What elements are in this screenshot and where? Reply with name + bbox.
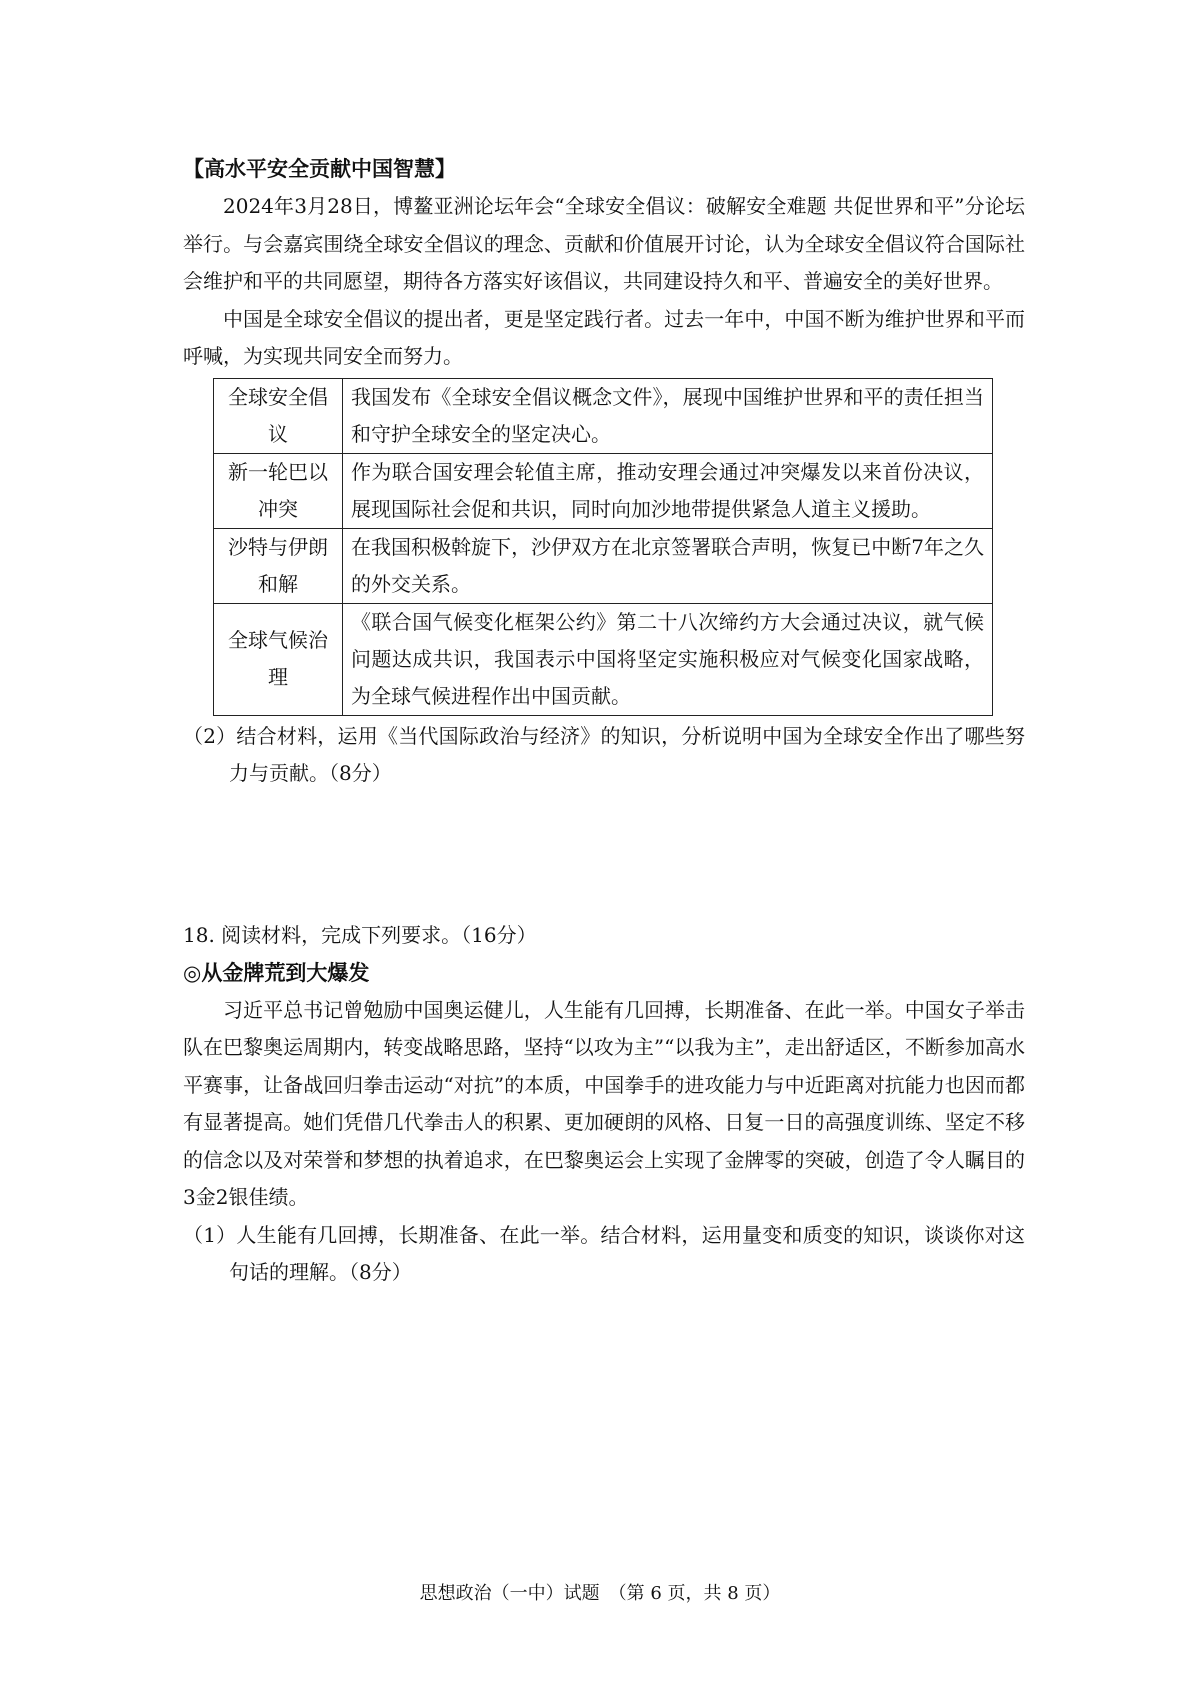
contribution-table: [213, 378, 993, 716]
question-18-1: （1）人生能有几回搏，长期准备、在此一举。结合材料，运用量变和质变的知识，谈谈你对这句话的理解。（8分）: [183, 1222, 1025, 1284]
material-paragraph-2: 中国是全球安全倡议的提出者，更是坚定践行者。过去一年中，中国不断为维护世界和平而呼喊，为实现共同安全而努力。: [183, 306, 1025, 368]
page-content: [183, 150, 1025, 1292]
table-desc-cell: 在我国积极斡旋下，沙伊双方在北京签署联合声明，恢复已中断7年之久的外交关系。: [343, 528, 993, 603]
table-row: [214, 603, 993, 715]
answer-space: [183, 793, 1025, 916]
question-17-2: （2）结合材料，运用《当代国际政治与经济》的知识，分析说明中国为全球安全作出了哪些努力与贡献。（8分）: [183, 723, 1025, 785]
table-desc-cell: 我国发布《全球安全倡议概念文件》，展现中国维护世界和平的责任担当和守护全球安全的坚定决心。: [343, 378, 993, 453]
page-footer: 思想政治（一中）试题 （第 6 页，共 8 页）: [419, 1583, 781, 1604]
table-topic-cell: 新一轮巴以冲突: [214, 453, 343, 528]
table-topic-cell: 全球安全倡议: [214, 378, 343, 453]
material-paragraph-18: 习近平总书记曾勉励中国奥运健儿，人生能有几回搏，长期准备、在此一举。中国女子举击队在巴黎奥运周期内，转变战略思路，坚持“以攻为主”“以我为主”，走出舒适区，不断参加高水平赛事，让备战回归拳击运动“对抗”的本质，中国拳手的进攻能力与中近距离对抗能力也因而都有显著提高。她们凭借几代拳击人的积累、更加硬朗的风格、日复一日的高强度训练、坚定不移的信念以及对荣誉和梦想的执着追求，在巴黎奥运会上实现了金牌零的突破，创造了令人瞩目的3金2银佳绩。: [183, 997, 1025, 1209]
table-row: [214, 378, 993, 453]
table-row: [214, 453, 993, 528]
table-desc-cell: 作为联合国安理会轮值主席，推动安理会通过冲突爆发以来首份决议，展现国际社会促和共识，同时向加沙地带提供紧急人道主义援助。: [343, 453, 993, 528]
table-desc-cell: 《联合国气候变化框架公约》第二十八次缔约方大会通过决议，就气候问题达成共识，我国表示中国将坚定实施积极应对气候变化国家战略，为全球气候进程作出中国贡献。: [343, 603, 993, 715]
table-row: [214, 528, 993, 603]
question-18-heading: 18. 阅读材料，完成下列要求。（16分）: [183, 922, 537, 947]
section-title: 【高水平安全贡献中国智慧】: [183, 157, 456, 181]
material-title-18: ◎从金牌荒到大爆发: [183, 960, 370, 985]
table-topic-cell: 全球气候治理: [214, 603, 343, 715]
table-topic-cell: 沙特与伊朗和解: [214, 528, 343, 603]
material-paragraph-1: 2024年3月28日，博鳌亚洲论坛年会“全球安全倡议：破解安全难题 共促世界和平”分论坛举行。与会嘉宾围绕全球安全倡议的理念、贡献和价值展开讨论，认为全球安全倡议符合国际社会维护和平的共同愿望，期待各方落实好该倡议，共同建设持久和平、普遍安全的美好世界。: [183, 194, 1025, 293]
